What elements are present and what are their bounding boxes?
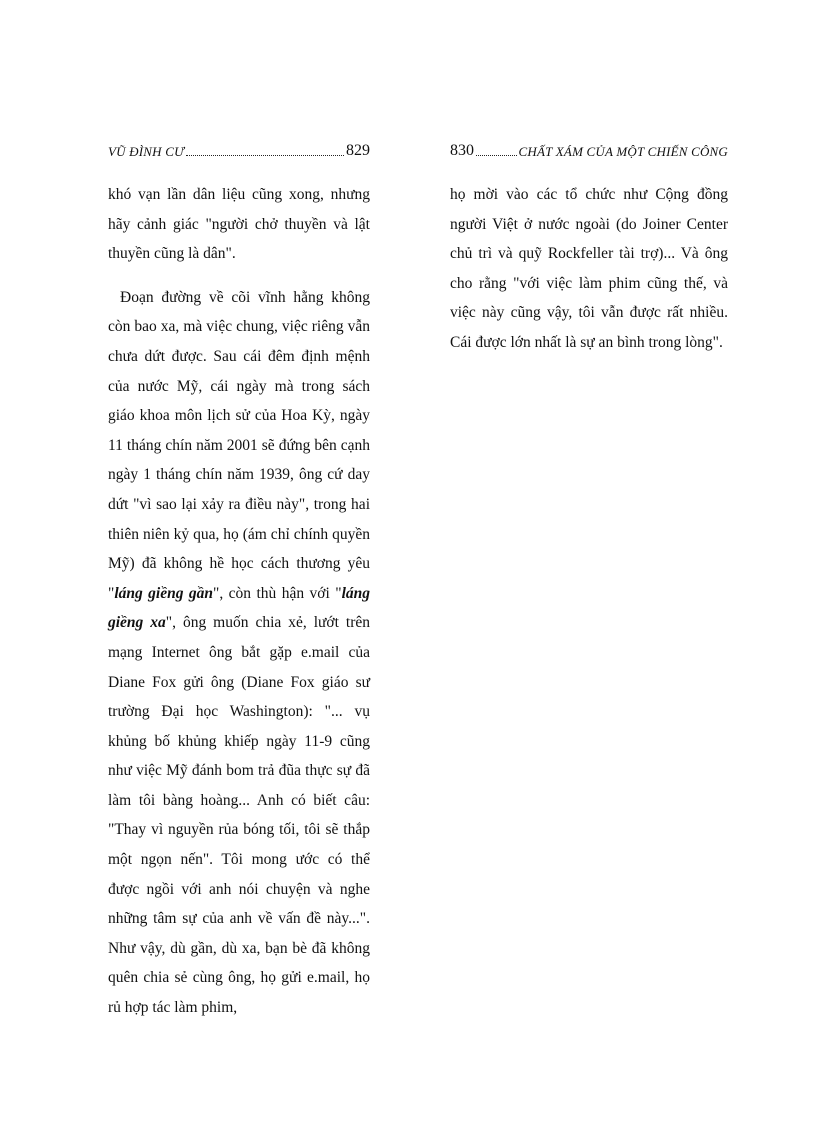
- left-page: [108, 0, 370, 1123]
- paragraph: khó vạn lần dân liệu cũng xong, nhưng hãy cảnh giác "người chở thuyền và lật thuyền cũng là dân".: [108, 186, 370, 263]
- right-running-title: CHẤT XÁM CỦA MỘT CHIẾN CÔNG: [518, 144, 728, 159]
- right-page: [450, 0, 728, 1123]
- paragraph: [108, 283, 370, 1023]
- text-run: ", ông muốn chia xẻ, lướt trên mạng Internet ông bắt gặp e.mail của Diane Fox gửi ông (Diane Fox giáo sư trường Đại học Washington): "... vụ khủng bố khủng khiếp ngày 11-9 cũng như việc Mỹ đánh bom trả đũa thực sự đã làm tôi bàng hoàng... Anh có biết câu: "Thay vì nguyền rủa bóng tối, tôi sẽ thắp một ngọn nến". Tôi mong ước có thể được ngồi với anh nói chuyện và nghe những tâm sự của anh về vấn đề này...". Như vậy, dù gần, dù xa, bạn bè đã không quên chia sẻ cùng ông, họ gửi e.mail, họ rủ hợp tác làm phim,: [108, 614, 370, 1017]
- bold-phrase: láng giềng xa: [108, 584, 370, 632]
- dotted-leader: [186, 155, 344, 156]
- left-page-body: [108, 180, 370, 1023]
- left-page-header: [108, 136, 370, 160]
- left-running-title: VŨ ĐÌNH CƯ: [108, 144, 185, 159]
- paragraph: họ mời vào các tổ chức như Cộng đồng người Việt ở nước ngoài (do Joiner Center chủ trì và quỹ Rockfeller tài trợ)... Và ông cho rằng "với việc làm phim cũng thế, và việc này cũng vậy, tôi vẫn được rất nhiều. Cái được lớn nhất là sự an bình trong lòng".: [450, 186, 728, 351]
- text-run: ", còn thù hận với ": [213, 584, 342, 602]
- right-page-body: [450, 180, 728, 358]
- dotted-leader: [476, 155, 517, 156]
- left-page-number: 829: [346, 142, 370, 159]
- text-run: Đoạn đường về cõi vĩnh hằng không còn bao xa, mà việc chung, việc riêng vẫn chưa dứt được. Sau cái đêm định mệnh của nước Mỹ, cái ngày mà trong sách giáo khoa môn lịch sử của Hoa Kỳ, ngày 11 tháng chín năm 2001 sẽ đứng bên cạnh ngày 1 tháng chín năm 1939, ông cứ day dứt "vì sao lại xảy ra điều này", trong hai thiên niên kỷ qua, họ (ám chỉ chính quyền Mỹ) đã không hề học cách thương yêu ": [108, 288, 370, 602]
- right-page-header: [450, 136, 728, 160]
- bold-phrase: láng giềng gần: [114, 584, 214, 602]
- right-page-number: 830: [450, 142, 474, 159]
